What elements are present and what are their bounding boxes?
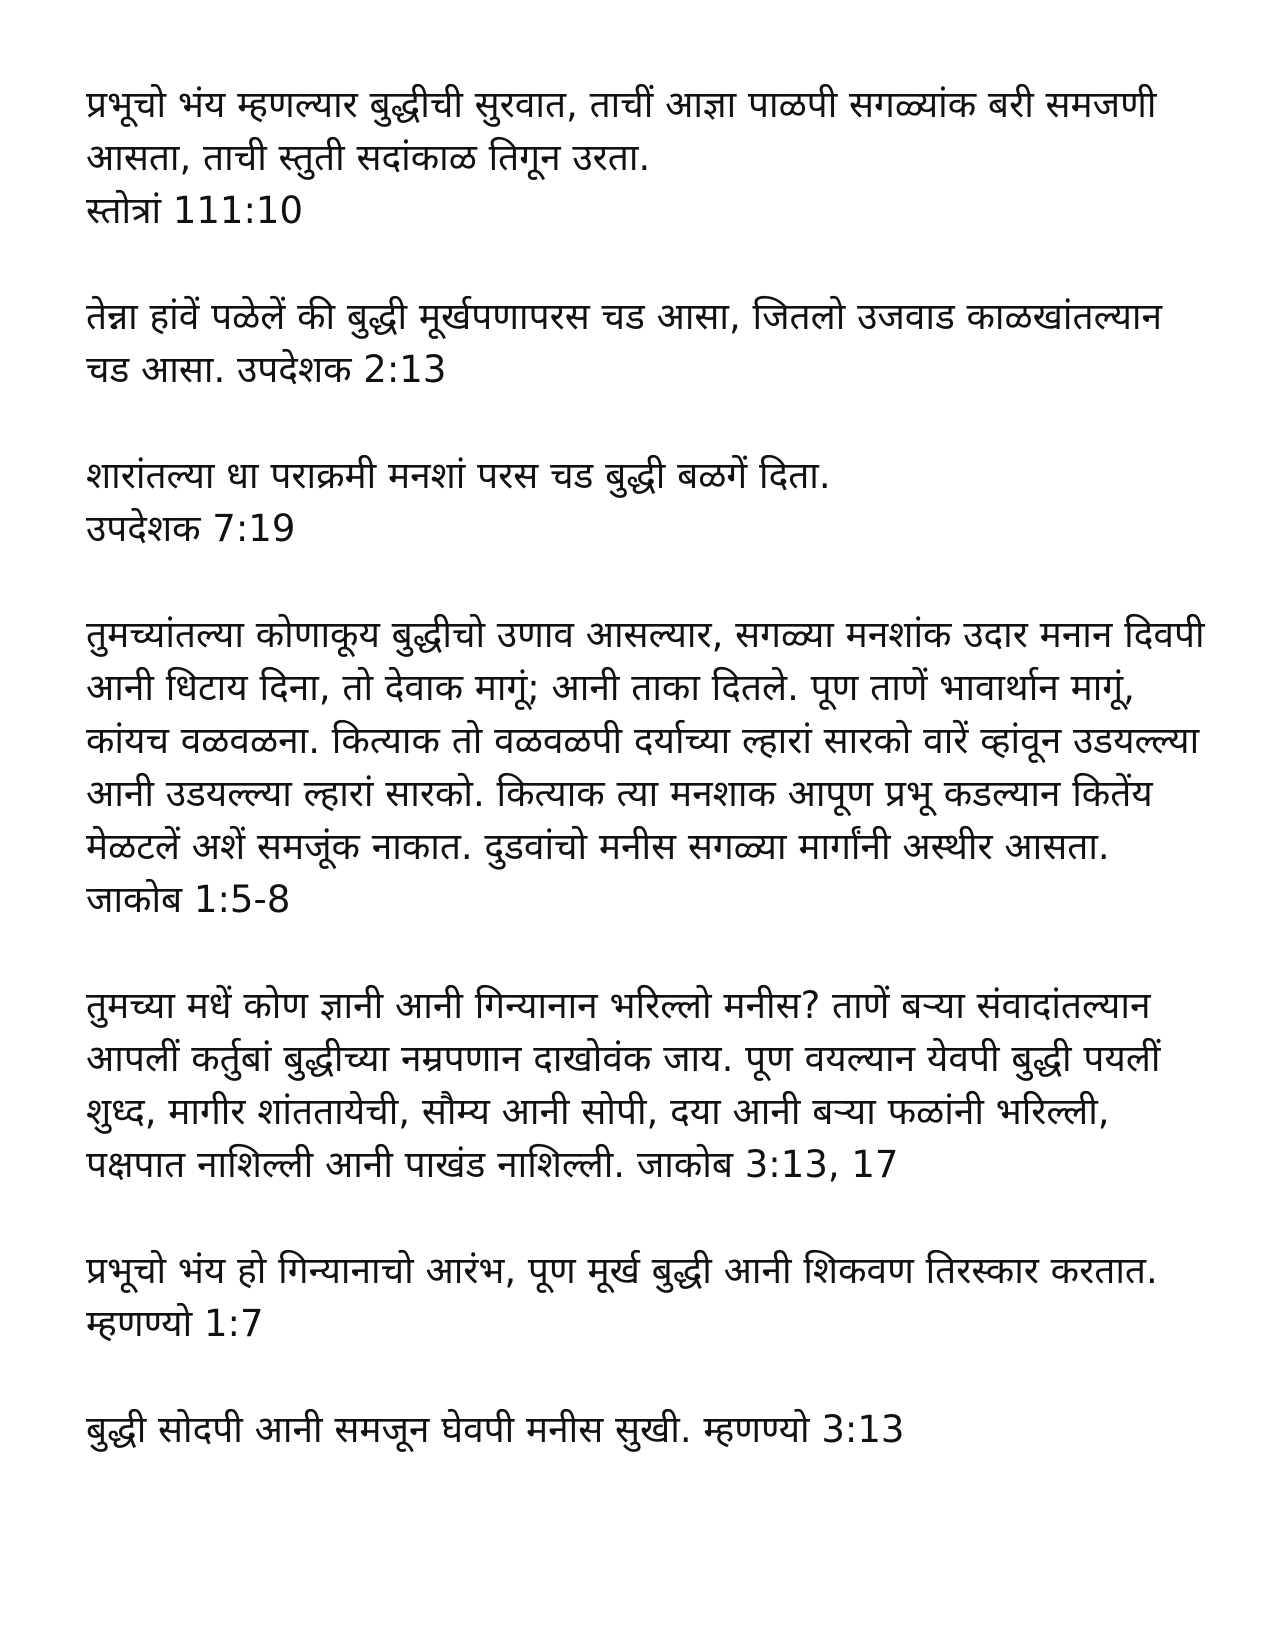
- verse-paragraph-3: [86, 449, 1206, 555]
- verse-paragraph-4: [86, 608, 1206, 926]
- verse-text: तुमच्यांतल्या कोणाकूय बुद्धीचो उणाव आसल्यार, सगळ्या मनशांक उदार मनान दिवपी आनी धिटाय दिना, तो देवाक मागूं; आनी ताका दितले. पूण ताणें भावार्थान मागूं, कांयच वळवळना. कित्याक तो वळवळपी दर्याच्या ल्हारां सारको वारें व्हांवून उडयल्ल्या आनी उडयल्ल्या ल्हारां सारको. कित्याक त्या मनशाक आपूण प्रभू कडल्यान कितेंय मेळटलें अशें समजूंक नाकात. दुडवांचो मनीस सगळ्या मार्गांनी अस्थीर आसता.: [86, 613, 1205, 868]
- verse-text: बुद्धी सोदपी आनी समजून घेवपी मनीस सुखी.: [86, 1408, 692, 1451]
- verse-text: शारांतल्या धा पराक्रमी मनशां परस चड बुद्धी बळगें दिता.: [86, 454, 831, 497]
- verse-reference: म्हणण्यो 1:7: [86, 1302, 264, 1345]
- verse-reference: म्हणण्यो 3:13: [703, 1408, 905, 1451]
- verse-paragraph-6: [86, 1244, 1206, 1350]
- verse-text: तुमच्या मधें कोण ज्ञानी आनी गिन्यानान भरिल्लो मनीस? ताणें बऱ्या संवादांतल्यान आपलीं कर्तुबां बुद्धीच्या नम्रपणान दाखोवंक जाय. पूण वयल्यान येवपी बुद्धी पयलीं शुध्द, मागीर शांततायेची, सौम्य आनी सोपी, दया आनी बऱ्या फळांनी भरिल्ली, पक्षपात नाशिल्ली आनी पाखंड नाशिल्ली.: [86, 984, 1161, 1186]
- verse-reference: जाकोब 3:13, 17: [636, 1143, 899, 1186]
- verse-reference: जाकोब 1:5-8: [86, 878, 291, 921]
- verse-text: प्रभूचो भंय हो गिन्यानाचो आरंभ, पूण मूर्ख बुद्धी आनी शिकवण तिरस्कार करतात.: [86, 1249, 1158, 1292]
- verse-paragraph-7: [86, 1403, 1206, 1456]
- verse-text: तेन्ना हांवें पळेलें की बुद्धी मूर्खपणापरस चड आसा, जितलो उजवाड काळखांतल्यान चड आसा.: [86, 295, 1163, 391]
- verse-reference: उपदेशक 7:19: [86, 507, 296, 550]
- verse-paragraph-5: [86, 979, 1206, 1191]
- verse-paragraph-1: [86, 78, 1206, 237]
- verse-document: [86, 78, 1206, 1456]
- verse-paragraph-2: [86, 290, 1206, 396]
- verse-reference: स्तोत्रां 111:10: [86, 189, 304, 232]
- verse-reference: उपदेशक 2:13: [237, 348, 447, 391]
- verse-text: प्रभूचो भंय म्हणल्यार बुद्धीची सुरवात, ताचीं आज्ञा पाळपी सगळ्यांक बरी समजणी आसता, ताची स्तुती सदांकाळ तिगून उरता.: [86, 83, 1157, 179]
